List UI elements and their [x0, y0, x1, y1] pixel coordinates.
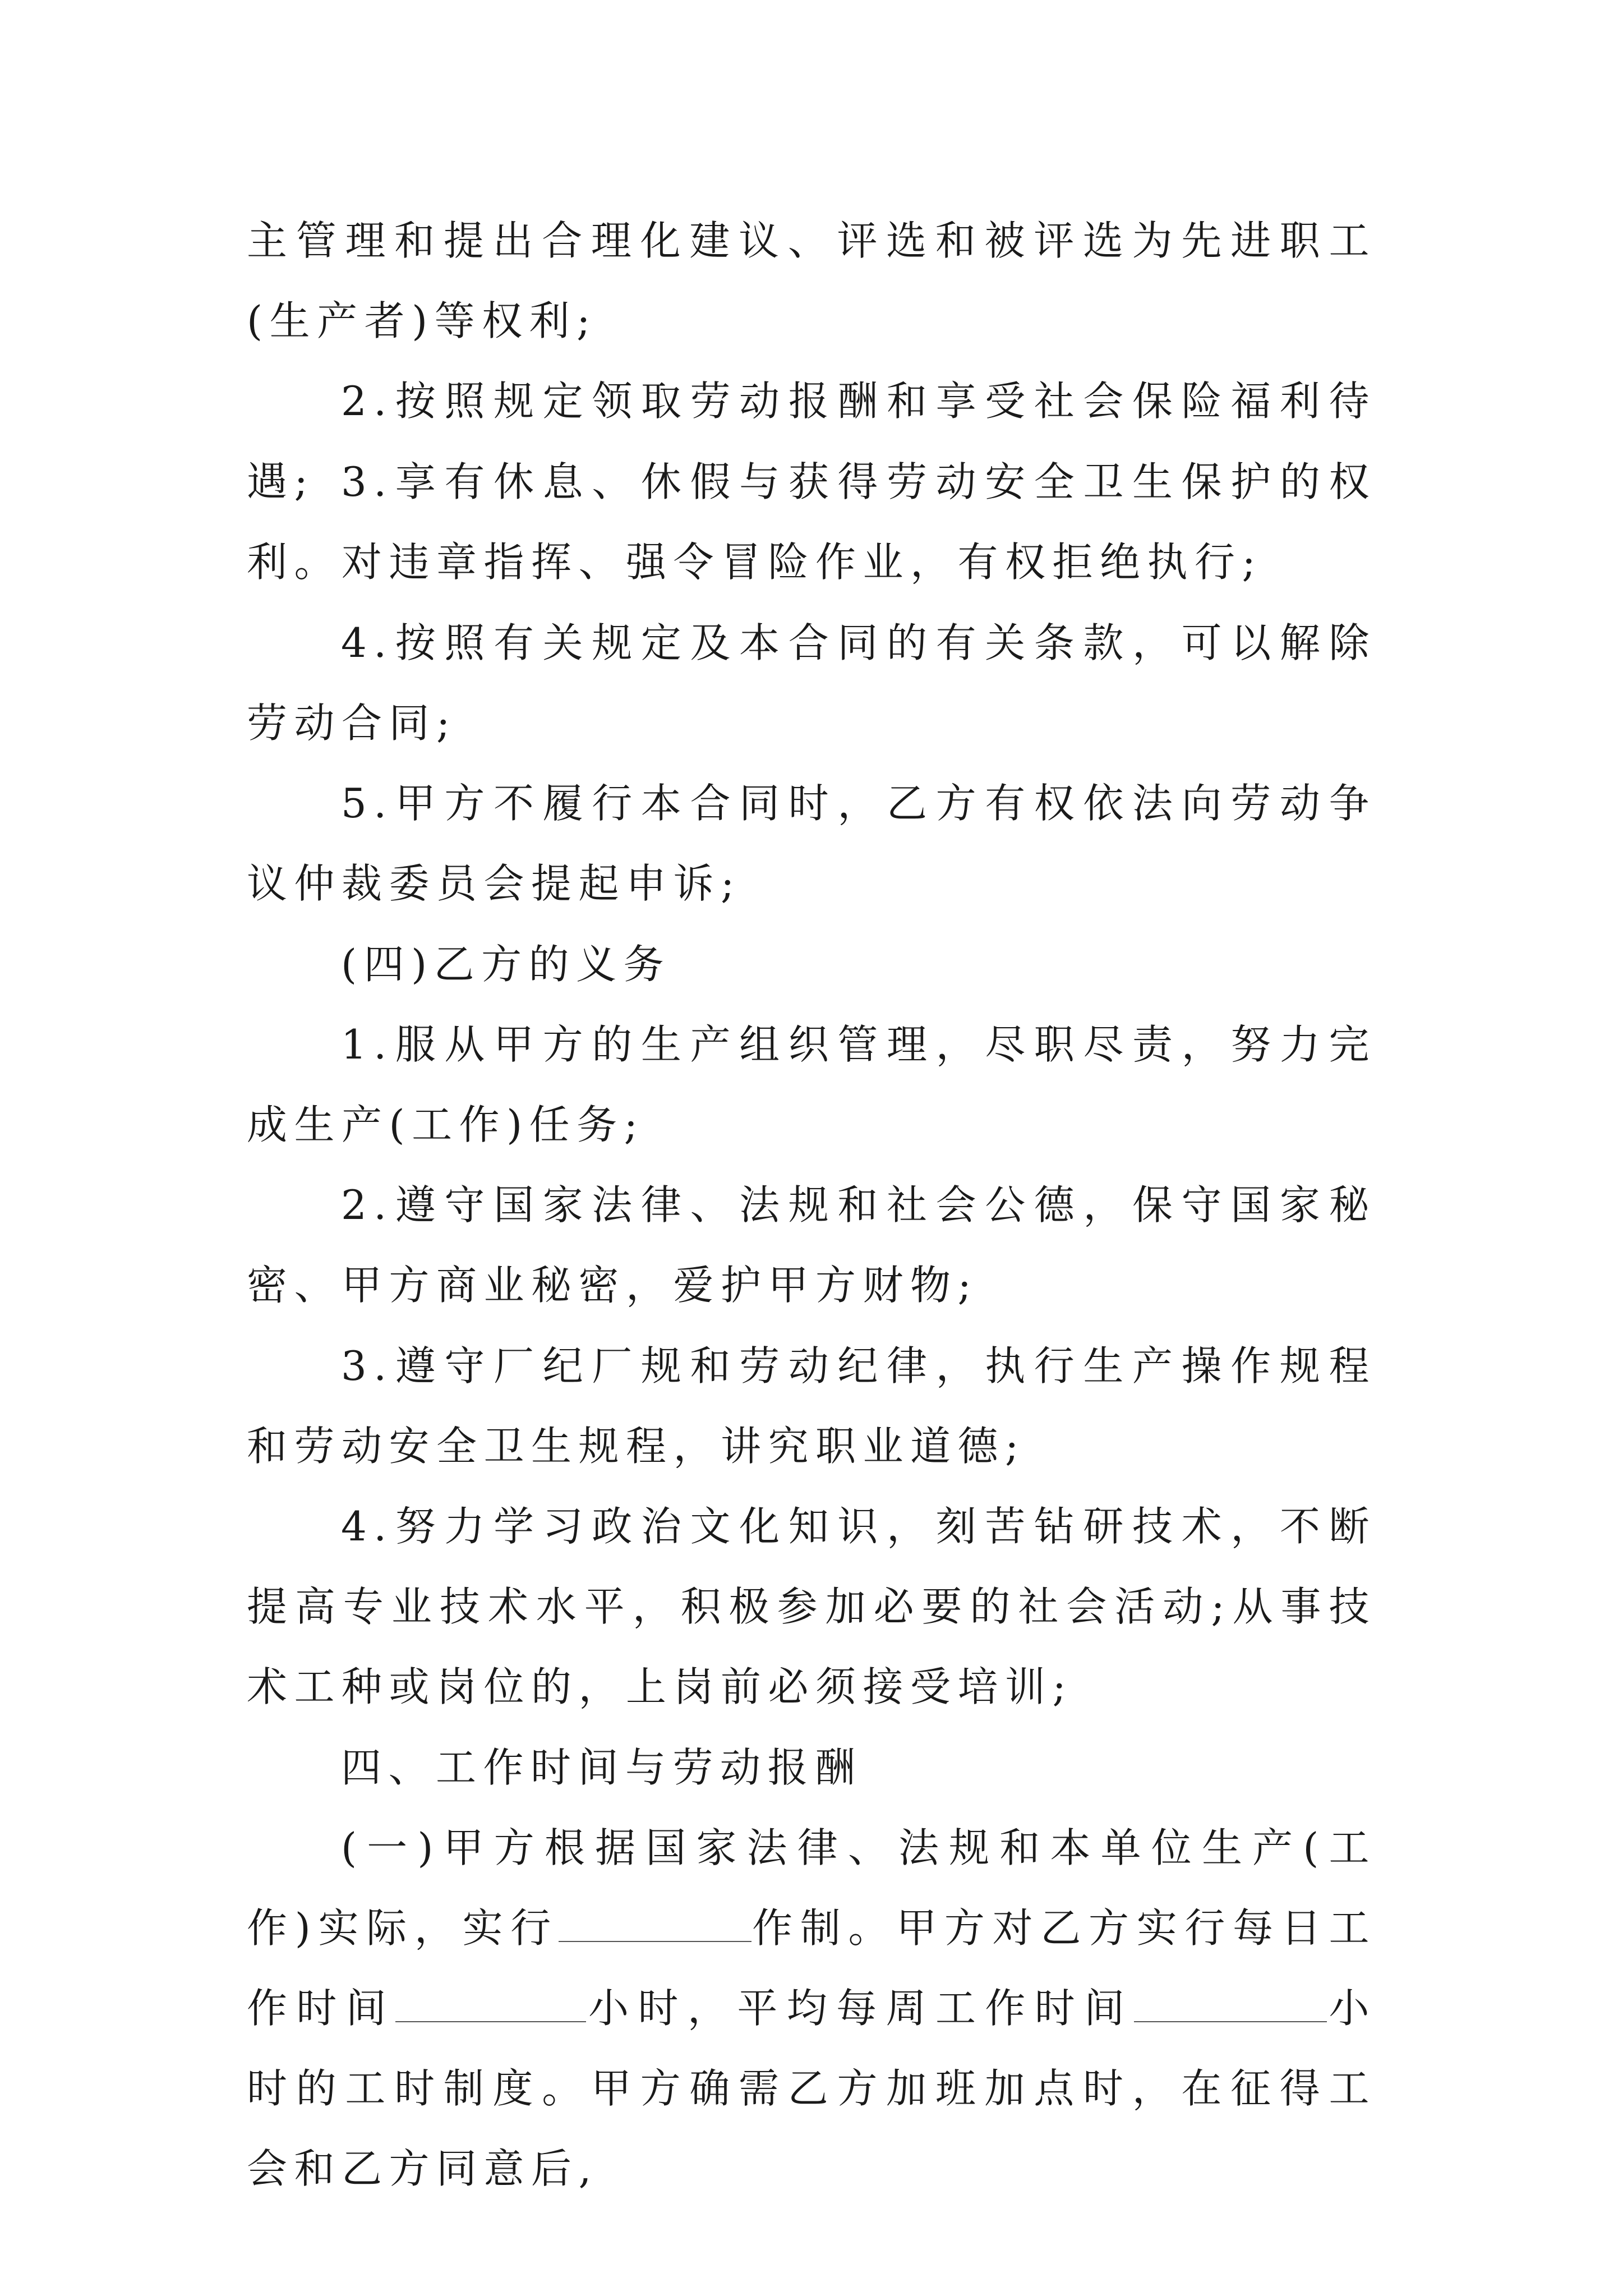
blank-daily-hours	[395, 1987, 586, 2022]
blank-work-system	[559, 1907, 751, 1942]
paragraph-obligation-3: 3.遵守厂纪厂规和劳动纪律，执行生产操作规程和劳动安全卫生规程，讲究职业道德;	[247, 1342, 1376, 1470]
paragraph-work-time-1	[247, 1808, 1376, 2209]
paragraph-item-5-appeal: 5.甲方不履行本合同时，乙方有权依法向劳动争议仲裁委员会提起申诉;	[247, 780, 1376, 907]
paragraph-item-3-rest: 3.享有休息、休假与获得劳动安全卫生保护的权利。对违章指挥、强令冒险作业，有权拒绝执行;	[247, 458, 1376, 586]
work-time-text-3: 小时，平均每周工作时间	[586, 1985, 1134, 2032]
work-time-text-1: (一)甲方根据国家法律、法规和本单位生产(工作)实际，实行	[247, 1824, 1376, 1952]
paragraph-obligation-1: 1.服从甲方的生产组织管理，尽职尽责，努力完成生产(工作)任务;	[247, 1021, 1376, 1148]
section-heading-obligations: (四)乙方的义务	[341, 941, 671, 988]
paragraph-rights-continued: 主管理和提出合理化建议、评选和被评选为先进职工(生产者)等权利;	[247, 217, 1376, 344]
work-time-text-2: 作制。甲方对乙方实行每日工作时间	[247, 1904, 1376, 2032]
work-time-text-4: 小时的工时制度。甲方确需乙方加班加点时，在征得工会和乙方同意后,	[247, 1985, 1376, 2192]
section-heading-work-time: 四、工作时间与劳动报酬	[341, 1744, 863, 1791]
paragraph-item-2-pay: 2.按照规定领取劳动报酬和享受社会保险福利待遇;	[247, 378, 1376, 505]
paragraph-obligation-4: 4.努力学习政治文化知识，刻苦钻研技术，不断提高专业技术水平，积极参加必要的社会活动;从事技术工种或岗位的，上岗前必须接受培训;	[247, 1503, 1376, 1710]
paragraph-item-4-terminate: 4.按照有关规定及本合同的有关条款，可以解除劳动合同;	[247, 619, 1376, 747]
paragraph-obligation-2: 2.遵守国家法律、法规和社会公德，保守国家秘密、甲方商业秘密，爱护甲方财物;	[247, 1181, 1376, 1309]
blank-weekly-hours	[1134, 1987, 1327, 2022]
